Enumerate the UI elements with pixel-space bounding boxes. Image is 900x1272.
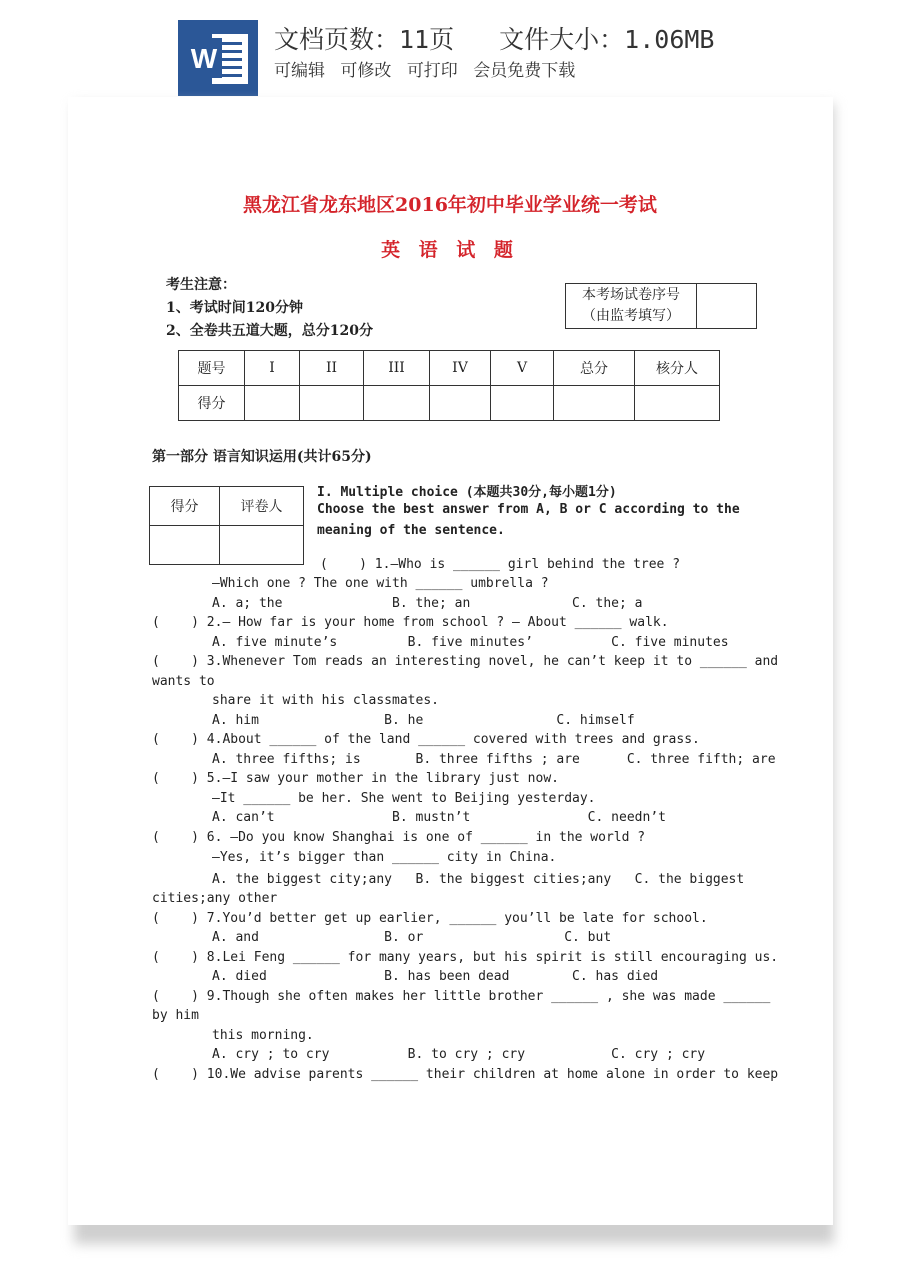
score-header: II: [300, 351, 364, 386]
tag-modifiable: 可修改: [340, 61, 392, 81]
answer-options: A. died B. has been dead C. has died: [212, 969, 659, 984]
answer-options: A. the biggest city;any B. the biggest cities;any C. the biggest: [212, 872, 745, 887]
question-line: ( ) 3.Whenever Tom reads an interesting novel, he can’t keep it to ______ and: [152, 654, 779, 669]
score-cell[interactable]: [300, 386, 364, 421]
grader-name-cell[interactable]: [220, 526, 304, 565]
file-info-header: [0, 0, 900, 96]
question-line: —Yes, it’s bigger than ______ city in China.: [212, 850, 557, 865]
answer-options: A. and B. or C. but: [212, 930, 612, 945]
question-line: ( ) 5.—I saw your mother in the library just now.: [152, 771, 559, 786]
score-header: III: [364, 351, 430, 386]
seat-number-box: [565, 283, 757, 329]
answer-options: cities;any other: [152, 891, 278, 906]
score-cell[interactable]: [635, 386, 720, 421]
exam-title: 黑龙江省龙东地区2016年初中毕业学业统一考试: [243, 194, 657, 216]
question-line: ( ) 1.—Who is ______ girl behind the tree ?: [320, 557, 681, 572]
exam-subtitle: 英 语 试 题: [381, 239, 519, 261]
question-line: ( ) 10.We advise parents ______ their children at home alone in order to keep: [152, 1067, 779, 1082]
seat-number-cell[interactable]: [697, 284, 757, 329]
file-tags: [274, 56, 585, 81]
notice-item-2: 2、全卷共五道大题，总分120分: [166, 323, 373, 339]
question-line: ( ) 2.— How far is your home from school ? — About ______ walk.: [152, 615, 669, 630]
svg-text:W: W: [190, 43, 218, 74]
score-header: V: [491, 351, 554, 386]
section-instruction-line: Choose the best answer from A, B or C according to the: [317, 502, 740, 517]
answer-options: A. a; the B. the; an C. the; a: [212, 596, 643, 611]
tag-printable: 可打印: [406, 61, 458, 81]
question-line: share it with his classmates.: [212, 693, 439, 708]
question-line: —It ______ be her. She went to Beijing yesterday.: [212, 791, 596, 806]
grader-score-label: 得分: [150, 487, 220, 526]
question-line: this morning.: [212, 1028, 314, 1043]
seat-number-label: 本考场试卷序号 （由监考填写）: [566, 284, 697, 329]
question-line: ( ) 6. —Do you know Shanghai is one of ______ in the world ?: [152, 830, 646, 845]
score-table-score-row: [179, 386, 720, 421]
part-one-heading: 第一部分 语言知识运用(共计65分): [152, 449, 372, 465]
grader-score-cell[interactable]: [150, 526, 220, 565]
question-line: wants to: [152, 674, 215, 689]
section-title: I. Multiple choice (本题共30分,每小题1分): [317, 485, 617, 500]
tag-free-download: 会员免费下载: [473, 61, 576, 81]
answer-options: A. five minute’s B. five minutes’ C. five minutes: [212, 635, 729, 650]
score-table-header-row: [179, 351, 720, 386]
question-line: ( ) 7.You’d better get up earlier, ______ you’ll be late for school.: [152, 911, 708, 926]
question-line: by him: [152, 1008, 199, 1023]
score-header: IV: [430, 351, 491, 386]
section-instruction-line: meaning of the sentence.: [317, 523, 505, 538]
score-header: 总分: [554, 351, 635, 386]
question-line: ( ) 4.About ______ of the land ______ covered with trees and grass.: [152, 732, 700, 747]
score-cell[interactable]: [364, 386, 430, 421]
score-cell[interactable]: [491, 386, 554, 421]
notice-item-1: 1、考试时间120分钟: [166, 300, 303, 316]
file-size: 文件大小：1.06MB: [499, 25, 715, 54]
score-row-label: 得分: [179, 386, 245, 421]
grader-name-label: 评卷人: [220, 487, 304, 526]
notice-heading: 考生注意：: [166, 277, 236, 293]
word-document-icon: [178, 20, 258, 96]
score-cell[interactable]: [554, 386, 635, 421]
answer-options: A. three fifths; is B. three fifths ; are C. three fifth; are: [212, 752, 776, 767]
question-line: —Which one ? The one with ______ umbrella ?: [212, 576, 549, 591]
grader-box: [149, 486, 304, 565]
score-table: [178, 350, 720, 421]
score-header: I: [245, 351, 300, 386]
score-header: 题号: [179, 351, 245, 386]
tag-editable: 可编辑: [274, 61, 325, 81]
question-line: ( ) 8.Lei Feng ______ for many years, but his spirit is still encouraging us.: [152, 950, 779, 965]
question-line: ( ) 9.Though she often makes her little brother ______ , she was made ______: [152, 989, 771, 1004]
answer-options: A. cry ; to cry B. to cry ; cry C. cry ; cry: [212, 1047, 706, 1062]
score-header: 核分人: [635, 351, 720, 386]
page-count: 文档页数：11页: [274, 25, 455, 54]
file-stats: [274, 20, 744, 56]
answer-options: A. can’t B. mustn’t C. needn’t: [212, 810, 666, 825]
score-cell[interactable]: [245, 386, 300, 421]
answer-options: A. him B. he C. himself: [212, 713, 635, 728]
score-cell[interactable]: [430, 386, 491, 421]
